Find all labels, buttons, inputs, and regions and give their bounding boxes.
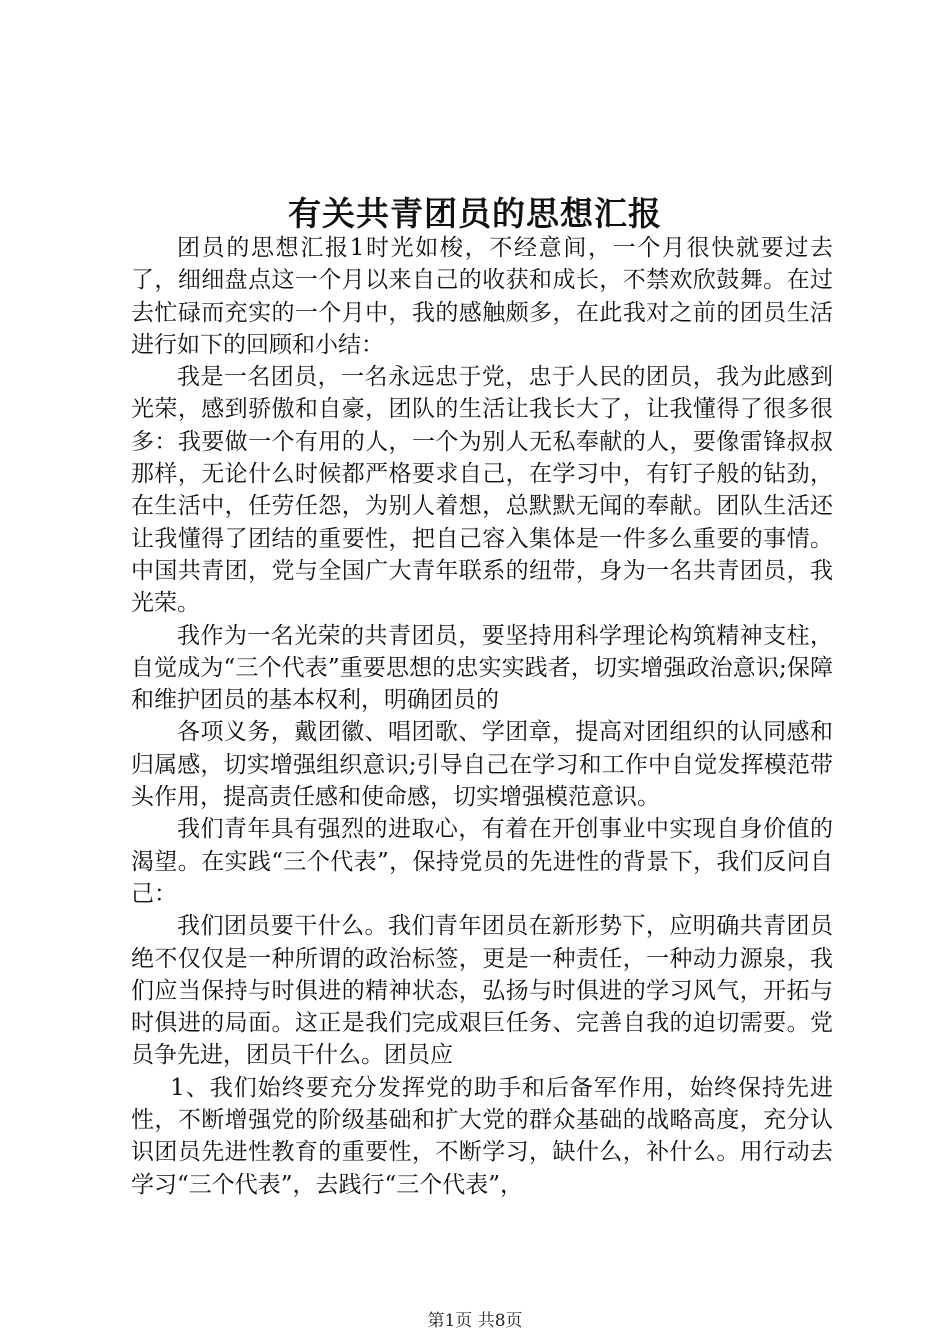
paragraph-duties: 各项义务，戴团徽、唱团歌、学团章，提高对团组织的认同感和归属感，切实增强组织意识;引导自己在学习和工作中自觉发挥模范带头作用，提高责任感和使命感，切实增强模范意识。 <box>131 719 833 811</box>
paragraph-theory: 我作为一名光荣的共青团员，要坚持用科学理论构筑精神支柱，自觉成为“三个代表”重要思想的忠实实践者，切实增强政治意识;保障和维护团员的基本权利，明确团员的 <box>131 622 833 714</box>
document-body <box>131 232 833 1201</box>
paragraph-ambition: 我们青年具有强烈的进取心，有着在开创事业中实现自身价值的渴望。在实践“三个代表”，保持党员的先进性的背景下，我们反问自己： <box>131 816 833 907</box>
paragraph-intro: 团员的思想汇报1时光如梭，不经意间，一个月很快就要过去了，细细盘点这一个月以来自己的收获和成长，不禁欢欣鼓舞。在过去忙碌而充实的一个月中，我的感触颇多，在此我对之前的团员生活进行如下的回顾和小结： <box>131 235 833 358</box>
paragraph-what-to-do: 我们团员要干什么。我们青年团员在新形势下，应明确共青团员绝不仅仅是一种所谓的政治标签，更是一种责任，一种动力源泉，我们应当保持与时俱进的精神状态，弘扬与时俱进的学习风气，开拓与时俱进的局面。这正是我们完成艰巨任务、完善自我的迫切需要。党员争先进，团员干什么。团员应 <box>131 913 833 1069</box>
document-title: 有关共青团员的思想汇报 <box>288 194 662 233</box>
paragraph-point-1: 1、我们始终要充分发挥党的助手和后备军作用，始终保持先进性，不断增强党的阶级基础和扩大党的群众基础的战略高度，充分认识团员先进性教育的重要性，不断学习，缺什么，补什么。用行动去学习“三个代表”，去践行“三个代表”， <box>131 1074 833 1198</box>
page-number-footer: 第1页 共8页 <box>427 1311 523 1331</box>
paragraph-member-pride: 我是一名团员，一名永远忠于党，忠于人民的团员，我为此感到光荣，感到骄傲和自豪，团队的生活让我长大了，让我懂得了很多很多：我要做一个有用的人，一个为别人无私奉献的人，要像雷锋叔叔那样，无论什么时候都严格要求自己，在学习中，有钉子般的钻劲，在生活中，任劳任怨，为别人着想，总默默无闻的奉献。团队生活还让我懂得了团结的重要性，把自己容入集体是一件多么重要的事情。中国共青团，党与全国广大青年联系的纽带，身为一名共青团员，我光荣。 <box>131 364 833 617</box>
